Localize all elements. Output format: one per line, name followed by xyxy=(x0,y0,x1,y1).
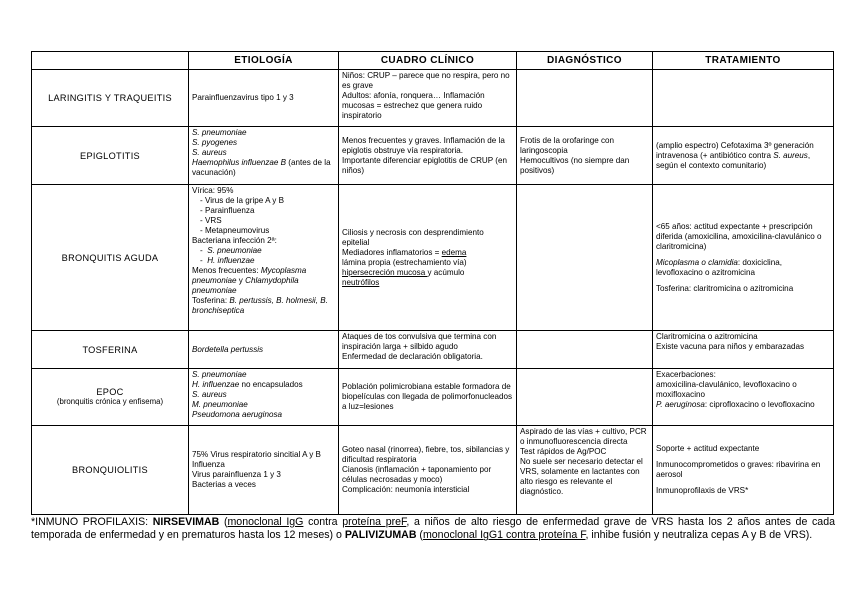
clinical-neutrophils: neutrófilos xyxy=(342,277,380,287)
clinical-line: Menos frecuentes y graves. Inflamación de la epiglotis obstruye vía respiratoria. xyxy=(342,135,505,155)
header-cuadro-clinico: CUADRO CLÍNICO xyxy=(339,52,517,70)
footnote-text: ( xyxy=(416,529,423,542)
footnote-text: , inhibe fusión y neutraliza cepas A y B de VRS). xyxy=(585,529,813,542)
treatment-cell xyxy=(653,369,834,426)
clinical-line: Cianosis (inflamación + taponamiento por células necrosadas y moco) xyxy=(342,465,492,484)
treatment-line: Inmunocomprometidos o graves: ribavirina en aerosol xyxy=(656,460,821,479)
etiology-line: M. pneumoniae xyxy=(192,400,248,409)
etiology-note: no encapsulados xyxy=(239,380,303,389)
treatment-line: <65 años: actitud expectante + prescripción diferida (amoxicilina, amoxicilina-clavulánico o claritromicina) xyxy=(656,221,822,251)
etiology-cell xyxy=(189,331,339,369)
etiology-cell xyxy=(189,127,339,185)
etiology-pertussis-label: Tosferina: xyxy=(192,296,230,305)
treatment-text: (amplio espectro) Cefotaxima 3º generación intravenosa (+ antibiótico contra xyxy=(656,140,814,160)
footnote-nirsevimab: NIRSEVIMAB xyxy=(152,516,220,528)
footnote xyxy=(31,516,835,543)
diagnosis-line: Hemocultivos (no siempre dan positivos) xyxy=(520,155,630,175)
treatment-organism: P. aeruginosa xyxy=(656,400,705,409)
clinical-line: Importante diferenciar epiglotitis de CRUP (en niños) xyxy=(342,155,507,175)
clinical-line: Complicación: neumonía intersticial xyxy=(342,485,470,494)
etiology-cell xyxy=(189,70,339,127)
treatment-line: Exacerbaciones: xyxy=(656,370,716,379)
clinical-mediators: Mediadores inflamatorios = xyxy=(342,247,442,257)
treatment-line: Soporte + actitud expectante xyxy=(656,444,760,453)
summary-table-container xyxy=(31,51,833,515)
respiratory-infections-table xyxy=(31,51,834,515)
disease-name-cell xyxy=(32,369,189,426)
clinical-line: Ataques de tos convulsiva que termina con inspiración larga + silbido agudo xyxy=(342,332,497,351)
treatment-organism: S. aureus xyxy=(773,150,808,160)
bacteria-item: S. pneumoniae xyxy=(207,246,262,255)
clinical-line: Ciliosis y necrosis con desprendimiento epitelial xyxy=(342,227,484,247)
footnote-palivizumab: PALIVIZUMAB xyxy=(344,529,417,542)
etiology-cell xyxy=(189,369,339,426)
clinical-cell xyxy=(339,369,517,426)
clinical-cell xyxy=(339,185,517,331)
row-bronquitis xyxy=(32,185,834,331)
treatment-organism: Micoplasma o clamidia xyxy=(656,257,738,267)
footnote-igg1: monoclonal IgG1 contra proteína F xyxy=(422,529,586,542)
row-tosferina xyxy=(32,331,834,369)
diagnosis-cell xyxy=(517,127,653,185)
etiology-pertussis: B. pertussis, B. holmesii, B. bronchiseptica xyxy=(192,296,328,315)
header-tratamiento: TRATAMIENTO xyxy=(653,52,834,70)
etiology-organism: H. influenzae xyxy=(192,380,240,389)
disease-name: LARINGITIS Y TRAQUEITIS xyxy=(32,70,189,127)
clinical-edema: edema xyxy=(441,247,467,257)
etiology-cell: Vírica: 95% - Virus de la gripe A y B - Parainfluenza - VRS - Metapneumovirus Bacteriana infección 2ª: - S. pneumoniae - H. influenzae Menos frecuentes: Mycoplasma pneumoniae y Chlamydophila pneumoniae Tosferina: B. pertussis, B. holmesii, B. bronchiseptica xyxy=(189,185,339,331)
treatment-cell xyxy=(653,185,834,331)
clinical-line: Goteo nasal (rinorrea), fiebre, tos, sibilancias y dificultad respiratoria xyxy=(342,445,510,464)
row-bronquiolitis xyxy=(32,426,834,515)
treatment-text: : ciprofloxacino o levofloxacino xyxy=(704,400,815,409)
footnote-text: ( xyxy=(219,516,228,528)
disease-subtitle: (bronquitis crónica y enfisema) xyxy=(56,397,164,406)
footnote-label: *INMUNO PROFILAXIS: xyxy=(31,516,153,528)
virus-item: - Parainfluenza xyxy=(200,206,255,215)
diagnosis-cell xyxy=(517,426,653,515)
treatment-cell xyxy=(653,426,834,515)
diagnosis-line: Aspirado de las vías + cultivo, PCR o inmunofluorescencia directa xyxy=(520,427,647,446)
virus-item: - VRS xyxy=(200,216,222,225)
etiology-viral: Vírica: 95% xyxy=(192,186,234,195)
disease-name: EPOC xyxy=(96,387,124,397)
diagnosis-cell xyxy=(517,70,653,127)
disease-name: EPIGLOTITIS xyxy=(32,127,189,185)
etiology-cell xyxy=(189,426,339,515)
clinical-accumulation: y acúmulo xyxy=(427,267,465,277)
etiology-line: S. pneumoniae xyxy=(192,128,247,137)
header-diagnostico: DIAGNÓSTICO xyxy=(517,52,653,70)
etiology-line: S. aureus xyxy=(192,390,227,399)
etiology-line: Influenza xyxy=(192,460,225,469)
etiology-line: 75% Virus respiratorio sincitial A y B xyxy=(192,450,321,459)
row-epiglotitis xyxy=(32,127,834,185)
row-epoc xyxy=(32,369,834,426)
etiology-hib-note: (antes de la vacunación) xyxy=(192,158,331,177)
disease-name: TOSFERINA xyxy=(32,331,189,369)
treatment-line: Existe vacuna para niños y embarazadas xyxy=(656,342,805,351)
etiology-line: Bacterias a veces xyxy=(192,480,256,489)
etiology-line: S. aureus xyxy=(192,148,227,157)
bacteria-item: H. influenzae xyxy=(207,256,255,265)
etiology-line: Virus parainfluenza 1 y 3 xyxy=(192,470,281,479)
treatment-text: : doxiciclina, levofloxacino o azitromicina xyxy=(656,257,782,277)
treatment-text-end: , según el contexto comunitario) xyxy=(656,150,811,170)
header-empty xyxy=(32,52,189,70)
etiology-text: Parainfluenzavirus tipo 1 y 3 xyxy=(192,93,294,102)
treatment-line: amoxicilina-clavulánico, levofloxacino o moxifloxacino xyxy=(656,380,797,399)
virus-item: - Metapneumovirus xyxy=(200,226,270,235)
clinical-line: Adultos: afonía, ronquera… Inflamación mucosas = estrechez que genera ruido inspiratorio xyxy=(342,91,485,120)
clinical-cell xyxy=(339,331,517,369)
treatment-line: Claritromicina o azitromicina xyxy=(656,332,758,341)
virus-item: - Virus de la gripe A y B xyxy=(200,196,284,205)
treatment-line: Inmunoprofilaxis de VRS* xyxy=(656,486,749,495)
etiology-hib: Haemophilus influenzae B xyxy=(192,158,287,167)
header-etiologia: ETIOLOGÍA xyxy=(189,52,339,70)
clinical-line: Niños: CRUP – parece que no respira, pero no es grave xyxy=(342,71,510,90)
etiology-text: Bordetella pertussis xyxy=(192,344,264,354)
treatment-cell xyxy=(653,70,834,127)
conj: y xyxy=(236,276,246,285)
diagnosis-line: Frotis de la orofaringe con laringoscopia xyxy=(520,135,615,155)
diagnosis-line: No suele ser necesario detectar el VRS, solamente en lactantes con alto riesgo es relevante el diagnóstico. xyxy=(520,457,643,496)
clinical-cell xyxy=(339,70,517,127)
diagnosis-line: Test rápidos de Ag/POC xyxy=(520,447,607,456)
disease-name: BRONQUITIS AGUDA xyxy=(32,185,189,331)
etiology-less-frequent: Menos frecuentes: xyxy=(192,266,261,275)
disease-name: BRONQUIOLITIS xyxy=(32,426,189,515)
clinical-hypersecretion: hipersecreción mucosa xyxy=(342,267,428,277)
treatment-line: Tosferina: claritromicina o azitromicina xyxy=(656,283,794,293)
footnote-igg: monoclonal IgG xyxy=(227,516,304,528)
footnote-text: , a niños de alto riesgo de enfermedad grave de VRS hasta los 2 años antes de cada temporada de enfermedad y en prematuros hasta los 12 meses) o xyxy=(31,516,835,542)
mycoplasma: Mycoplasma pneumoniae xyxy=(192,266,307,285)
row-laringitis xyxy=(32,70,834,127)
treatment-cell xyxy=(653,331,834,369)
diagnosis-cell xyxy=(517,185,653,331)
chlamydophila: Chlamydophila pneumoniae xyxy=(192,276,299,295)
diagnosis-cell xyxy=(517,369,653,426)
footnote-pref: proteína preF xyxy=(342,516,407,528)
etiology-line: Pseudomona aeruginosa xyxy=(192,410,282,419)
treatment-cell xyxy=(653,127,834,185)
etiology-line: S. pneumoniae xyxy=(192,370,247,379)
footnote-text: contra xyxy=(303,516,343,528)
clinical-line: Enfermedad de declaración obligatoria. xyxy=(342,352,483,361)
header-row xyxy=(32,52,834,70)
etiology-bacterial: Bacteriana infección 2ª: xyxy=(192,236,277,245)
clinical-cell xyxy=(339,426,517,515)
diagnosis-cell xyxy=(517,331,653,369)
etiology-line: S. pyogenes xyxy=(192,138,237,147)
clinical-text: Población polimicrobiana estable formadora de biopelículas con llegada de polimorfonucleados a luz=lesiones xyxy=(342,382,513,411)
clinical-cell xyxy=(339,127,517,185)
clinical-line: lámina propia (estrechamiento vía) xyxy=(342,257,467,267)
